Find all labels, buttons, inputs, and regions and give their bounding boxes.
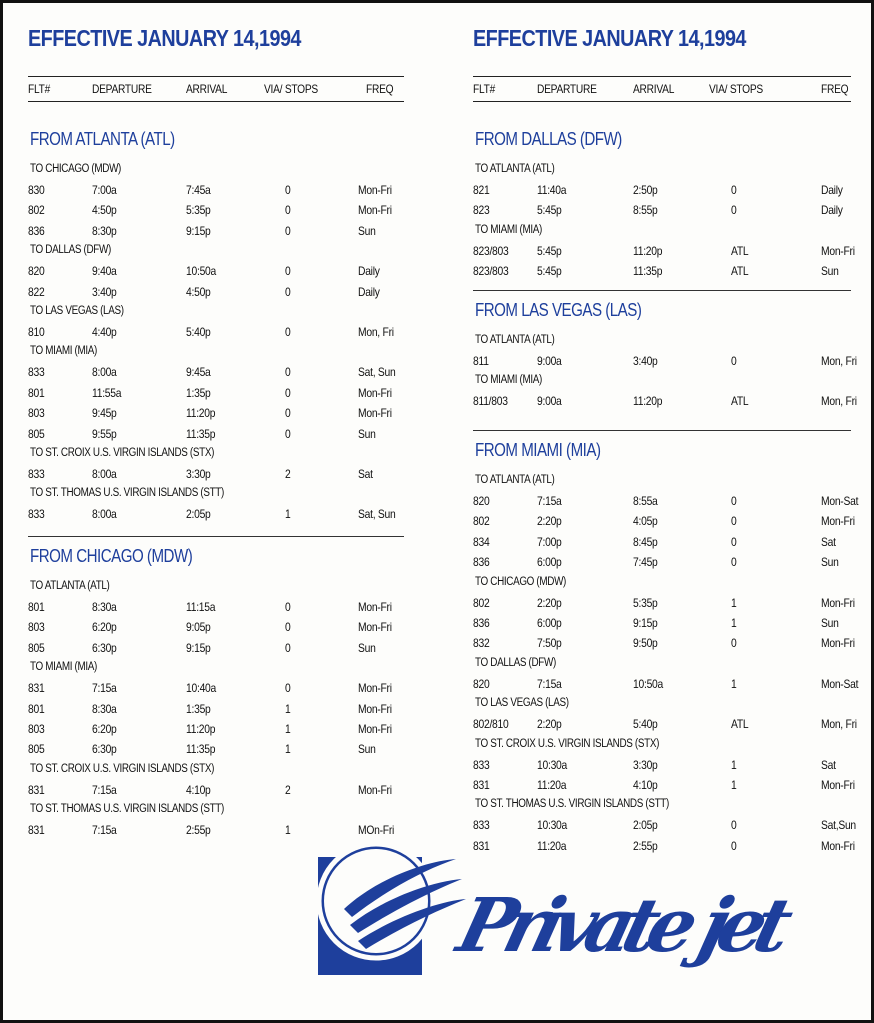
arrival-time: 2:50p — [633, 183, 658, 197]
frequency: Mon-Fri — [821, 778, 855, 792]
flight-number: 823 — [473, 203, 490, 218]
via-stops: 0 — [731, 555, 737, 570]
departure-time: 7:15a — [92, 782, 117, 797]
via-stops: 0 — [731, 818, 737, 833]
via-stops: 0 — [285, 385, 291, 400]
flight-number: 801 — [28, 385, 45, 400]
flight-number: 802/810 — [473, 717, 509, 732]
arrival-time: 9:15p — [186, 223, 211, 238]
flight-number: 801 — [28, 701, 45, 716]
arrival-time: 4:10p — [633, 778, 658, 792]
departure-time: 11:55a — [92, 385, 122, 400]
via-stops: 0 — [285, 640, 291, 655]
flight-row — [28, 406, 404, 422]
via-stops: 0 — [731, 354, 737, 368]
frequency: Mon-Fri — [358, 681, 392, 696]
flight-number: 834 — [473, 534, 490, 549]
frequency: Sun — [358, 223, 376, 238]
destination-heading: TO CHICAGO (MDW) — [30, 163, 122, 175]
flight-number: 821 — [473, 183, 490, 197]
frequency: Sat, Sun — [358, 507, 396, 522]
flight-number: 836 — [473, 555, 490, 570]
via-stops: ATL — [731, 717, 749, 732]
departure-time: 9:00a — [537, 354, 562, 368]
arrival-time: 9:45a — [186, 365, 211, 380]
arrival-time: 11:20p — [633, 394, 663, 409]
frequency: Mon-Fri — [821, 595, 855, 610]
via-stops: 0 — [285, 223, 291, 238]
departure-time: 6:30p — [92, 640, 117, 655]
flight-number: 836 — [28, 223, 45, 238]
origin-heading: FROM LAS VEGAS (LAS) — [475, 300, 642, 320]
flight-number: 823/803 — [473, 264, 509, 279]
frequency: Mon-Fri — [358, 385, 392, 400]
column-header-row — [28, 76, 404, 102]
via-stops: 1 — [731, 616, 737, 630]
arrival-time: 2:05p — [633, 818, 658, 833]
flight-row — [473, 183, 851, 199]
destination-heading: TO ST. THOMAS U.S. VIRGIN ISLANDS (STT) — [30, 487, 224, 500]
departure-header: DEPARTURE — [537, 82, 597, 96]
via-stops: ATL — [731, 394, 749, 409]
via-stops: 0 — [731, 838, 737, 853]
via-stops: 0 — [285, 600, 291, 614]
frequency: Mon, Fri — [821, 394, 857, 409]
departure-time: 7:15a — [537, 676, 562, 691]
arrival-time: 5:35p — [633, 595, 658, 610]
flight-row — [28, 325, 404, 341]
frequency: Sun — [821, 555, 839, 570]
frequency: Mon, Fri — [358, 325, 394, 339]
frequency: MOn-Fri — [358, 823, 395, 838]
departure-time: 6:20p — [92, 620, 117, 635]
frequency: Sun — [821, 616, 839, 630]
flight-row — [28, 224, 404, 240]
frequency: Sun — [358, 742, 376, 757]
destination-heading: TO ATLANTA (ATL) — [475, 474, 555, 486]
flight-row — [473, 535, 851, 551]
arrival-time: 11:20p — [186, 406, 216, 421]
flight-row — [28, 722, 404, 738]
via-stops: 0 — [285, 284, 291, 299]
arrival-time: 10:50a — [633, 676, 664, 691]
destination-heading: TO DALLAS (DFW) — [30, 244, 111, 257]
arrival-time: 11:20p — [633, 243, 663, 258]
section-divider — [473, 430, 851, 431]
via-stops: 0 — [731, 494, 737, 508]
via-stops: 0 — [731, 183, 737, 197]
destination-heading: TO ATLANTA (ATL) — [475, 334, 555, 346]
flight-number: 820 — [473, 494, 490, 508]
flight-number: 831 — [473, 778, 490, 792]
arrival-time: 8:55p — [633, 203, 658, 218]
arrival-time: 2:05p — [186, 507, 211, 522]
flight-row — [28, 264, 404, 280]
frequency: Mon-Fri — [358, 782, 392, 797]
flight-row — [28, 823, 404, 839]
arrival-time: 5:40p — [633, 717, 658, 732]
frequency: Sat — [821, 757, 836, 772]
via-stops: 0 — [731, 203, 737, 218]
departure-time: 9:55p — [92, 426, 117, 441]
arrival-time: 10:40a — [186, 681, 217, 696]
frequency: Mon-Fri — [821, 636, 855, 651]
arrival-header: ARRIVAL — [633, 82, 675, 96]
departure-time: 9:00a — [537, 394, 562, 409]
departure-time: 7:15a — [92, 823, 117, 838]
frequency: Mon-Sat — [821, 676, 859, 691]
via-stops: 2 — [285, 467, 291, 481]
arrival-time: 5:35p — [186, 203, 211, 218]
flight-row — [28, 702, 404, 718]
departure-time: 2:20p — [537, 514, 562, 529]
flight-number: 830 — [28, 183, 45, 197]
flight-row — [28, 365, 404, 381]
flight-number: 803 — [28, 406, 45, 421]
via-stops: 1 — [731, 757, 737, 772]
frequency: Daily — [821, 203, 843, 218]
flight-row — [473, 676, 859, 693]
departure-time: 3:40p — [92, 284, 117, 299]
arrival-time: 8:55a — [633, 494, 658, 508]
departure-time: 7:50p — [537, 636, 562, 651]
via-stops: 0 — [285, 264, 291, 279]
origin-heading: FROM MIAMI (MIA) — [475, 440, 601, 460]
destination-heading: TO DALLAS (DFW) — [475, 656, 556, 669]
via-stops: 0 — [731, 636, 737, 651]
flight-number: 833 — [28, 467, 45, 481]
frequency-header: FREQ — [821, 82, 849, 96]
via-stops: ATL — [731, 264, 749, 279]
departure-time: 4:50p — [92, 203, 117, 218]
via-stops: 0 — [285, 426, 291, 441]
departure-time: 7:15a — [92, 681, 117, 696]
frequency: Mon, Fri — [821, 717, 857, 732]
flight-number-header: FLT# — [473, 82, 496, 96]
via-stops: 1 — [285, 701, 291, 716]
via-stops: 2 — [285, 782, 291, 797]
flight-number: 833 — [473, 757, 490, 772]
flight-number: 836 — [473, 616, 490, 630]
arrival-time: 4:05p — [633, 514, 658, 529]
arrival-header: ARRIVAL — [186, 82, 228, 96]
flight-row — [28, 507, 404, 523]
frequency: Mon-Fri — [358, 722, 392, 736]
arrival-time: 9:15p — [186, 640, 211, 655]
frequency: Mon-Fri — [821, 838, 855, 853]
flight-row — [28, 641, 404, 657]
departure-time: 7:00a — [92, 183, 117, 197]
departure-time: 6:20p — [92, 722, 117, 736]
flight-number: 833 — [473, 818, 490, 833]
frequency: Mon-Sat — [821, 494, 859, 508]
frequency: Mon-Fri — [821, 514, 855, 529]
departure-time: 8:00a — [92, 507, 117, 522]
destination-heading: TO MIAMI (MIA) — [475, 374, 542, 387]
origin-heading: FROM CHICAGO (MDW) — [30, 546, 193, 566]
arrival-time: 3:30p — [633, 757, 658, 772]
frequency: Sat, Sun — [358, 365, 396, 380]
departure-time: 6:30p — [92, 742, 117, 757]
flight-row — [473, 354, 857, 370]
logo-wordmark: Private jet — [449, 881, 802, 969]
departure-time: 8:00a — [92, 365, 117, 380]
departure-time: 4:40p — [92, 325, 117, 339]
arrival-time: 9:50p — [633, 636, 658, 651]
via-stops: 0 — [285, 406, 291, 421]
frequency: Mon-Fri — [358, 620, 392, 635]
via-stops: 1 — [731, 676, 737, 691]
departure-time: 8:30a — [92, 600, 117, 614]
departure-time: 11:20a — [537, 838, 567, 853]
departure-time: 7:15a — [537, 494, 562, 508]
via-stops: 0 — [285, 365, 291, 380]
flight-row — [473, 778, 855, 794]
via-stops: 0 — [285, 183, 291, 197]
arrival-time: 3:40p — [633, 354, 658, 368]
destination-heading: TO ST. CROIX U.S. VIRGIN ISLANDS (STX) — [30, 447, 215, 459]
via-stops: 1 — [285, 823, 291, 838]
flight-number: 802 — [473, 514, 490, 529]
arrival-time: 7:45a — [186, 183, 211, 197]
frequency: Sun — [358, 640, 376, 655]
frequency: Daily — [821, 183, 843, 197]
frequency: Sun — [821, 264, 839, 279]
frequency: Mon-Fri — [358, 183, 392, 197]
frequency: Mon-Fri — [358, 406, 392, 421]
flight-row — [28, 681, 404, 697]
frequency: Mon-Fri — [358, 701, 392, 716]
origin-heading: FROM ATLANTA (ATL) — [30, 129, 175, 149]
private-jet-logo — [316, 839, 836, 999]
via-stops: ATL — [731, 243, 749, 258]
flight-row — [473, 616, 851, 632]
flight-row — [28, 742, 404, 758]
arrival-time: 7:45p — [633, 555, 658, 570]
departure-time: 2:20p — [537, 595, 562, 610]
frequency: Sun — [358, 426, 376, 441]
via-stops: 0 — [285, 203, 291, 218]
flight-number: 833 — [28, 507, 45, 522]
flight-row — [473, 514, 855, 530]
departure-time: 8:30p — [92, 223, 117, 238]
flight-number: 822 — [28, 284, 45, 299]
departure-time: 11:20a — [537, 778, 567, 792]
flight-number: 802 — [28, 203, 45, 218]
via-stops: 1 — [731, 778, 737, 792]
destination-heading: TO ST. THOMAS U.S. VIRGIN ISLANDS (STT) — [30, 803, 224, 816]
effective-date-heading: EFFECTIVE JANUARY 14,1994 — [473, 25, 746, 51]
flight-number: 823/803 — [473, 243, 509, 258]
via-stops-header: VIA/ STOPS — [264, 82, 318, 96]
flight-number: 820 — [473, 676, 490, 691]
flight-row — [28, 467, 404, 483]
flight-row — [473, 717, 857, 733]
departure-time: 9:40a — [92, 264, 117, 279]
flight-row — [473, 555, 851, 571]
arrival-time: 9:05p — [186, 620, 211, 635]
departure-header: DEPARTURE — [92, 82, 152, 96]
frequency: Mon-Fri — [358, 600, 392, 614]
section-divider — [473, 290, 851, 291]
destination-heading: TO MIAMI (MIA) — [30, 661, 97, 674]
frequency: Sat — [358, 467, 373, 481]
origin-heading: FROM DALLAS (DFW) — [475, 129, 622, 149]
flight-number: 831 — [28, 782, 45, 797]
flight-row — [28, 386, 404, 402]
arrival-time: 1:35p — [186, 385, 211, 400]
via-stops: 1 — [731, 595, 737, 610]
flight-number: 802 — [473, 595, 490, 610]
destination-heading: TO ATLANTA (ATL) — [30, 580, 110, 592]
flight-number: 833 — [28, 365, 45, 380]
frequency: Daily — [358, 284, 380, 299]
section-divider — [28, 536, 404, 537]
destination-heading: TO ATLANTA (ATL) — [475, 163, 555, 175]
departure-time: 2:20p — [537, 717, 562, 732]
flight-number: 811 — [473, 354, 489, 368]
destination-heading: TO ST. CROIX U.S. VIRGIN ISLANDS (STX) — [475, 737, 660, 750]
destination-heading: TO LAS VEGAS (LAS) — [475, 697, 569, 710]
frequency: Sat,Sun — [821, 818, 856, 833]
frequency: Mon, Fri — [821, 354, 857, 368]
departure-time: 7:00p — [537, 534, 562, 549]
departure-time: 9:45p — [92, 406, 117, 421]
flight-row — [473, 264, 851, 280]
via-stops: 0 — [285, 325, 291, 339]
departure-time: 10:30a — [537, 818, 568, 833]
flight-number: 803 — [28, 620, 45, 635]
departure-time: 6:00p — [537, 555, 562, 570]
flight-number: 811/803 — [473, 394, 508, 409]
arrival-time: 2:55p — [186, 823, 211, 838]
arrival-time: 4:50p — [186, 284, 211, 299]
flight-row — [473, 243, 855, 260]
flight-number: 805 — [28, 426, 45, 441]
arrival-time: 10:50a — [186, 264, 217, 279]
via-stops: 0 — [285, 681, 291, 696]
arrival-time: 11:35p — [633, 264, 663, 279]
via-stops: 0 — [731, 534, 737, 549]
destination-heading: TO ST. CROIX U.S. VIRGIN ISLANDS (STX) — [30, 762, 215, 775]
via-stops: 1 — [285, 742, 291, 757]
arrival-time: 8:45p — [633, 534, 658, 549]
departure-time: 5:45p — [537, 203, 562, 218]
via-stops: 1 — [285, 507, 291, 522]
arrival-time: 5:40p — [186, 325, 211, 339]
departure-time: 8:00a — [92, 467, 117, 481]
flight-number: 810 — [28, 325, 45, 339]
departure-time: 6:00p — [537, 616, 562, 630]
flight-row — [28, 600, 404, 616]
via-stops: 1 — [285, 722, 291, 736]
departure-time: 11:40a — [537, 183, 567, 197]
flight-row — [28, 183, 404, 199]
frequency: Mon-Fri — [821, 243, 855, 258]
flight-row — [473, 818, 856, 834]
flight-number: 831 — [28, 823, 45, 838]
flight-number-header: FLT# — [28, 82, 51, 96]
destination-heading: TO MIAMI (MIA) — [475, 223, 542, 236]
flight-row — [473, 636, 855, 652]
departure-time: 10:30a — [537, 757, 568, 772]
airline-emblem-icon — [318, 844, 466, 975]
arrival-time: 9:15p — [633, 616, 658, 630]
arrival-time: 11:35p — [186, 426, 216, 441]
destination-heading: TO ST. THOMAS U.S. VIRGIN ISLANDS (STT) — [475, 798, 669, 811]
arrival-time: 11:15a — [186, 600, 216, 614]
arrival-time: 1:35p — [186, 701, 211, 716]
flight-row — [28, 285, 404, 301]
flight-number: 805 — [28, 742, 45, 757]
flight-row — [28, 783, 404, 799]
frequency: Sat — [821, 534, 836, 549]
destination-heading: TO MIAMI (MIA) — [30, 345, 97, 358]
flight-row — [473, 758, 851, 774]
effective-date-heading: EFFECTIVE JANUARY 14,1994 — [28, 25, 301, 51]
departure-time: 5:45p — [537, 264, 562, 279]
destination-heading: TO LAS VEGAS (LAS) — [30, 305, 124, 317]
flight-number: 832 — [473, 636, 490, 651]
flight-row — [473, 394, 857, 410]
arrival-time: 11:35p — [186, 742, 216, 757]
frequency: Mon-Fri — [358, 203, 392, 218]
flight-row — [473, 203, 851, 219]
flight-row — [28, 620, 404, 636]
flight-number: 831 — [473, 838, 490, 853]
via-stops: 0 — [731, 514, 737, 529]
via-stops-header: VIA/ STOPS — [709, 82, 763, 96]
flight-number: 803 — [28, 722, 45, 736]
departure-time: 5:45p — [537, 243, 562, 258]
arrival-time: 3:30p — [186, 467, 211, 481]
frequency: Daily — [358, 264, 380, 279]
destination-heading: TO CHICAGO (MDW) — [475, 575, 567, 588]
departure-time: 8:30a — [92, 701, 117, 716]
frequency-header: FREQ — [366, 82, 394, 96]
column-header-row — [473, 76, 851, 102]
via-stops: 0 — [285, 620, 291, 635]
flight-number: 831 — [28, 681, 45, 696]
flight-row — [28, 203, 404, 219]
flight-row — [473, 595, 855, 612]
flight-number: 801 — [28, 600, 45, 614]
arrival-time: 2:55p — [633, 838, 658, 853]
flight-row — [473, 494, 859, 510]
flight-number: 820 — [28, 264, 45, 279]
arrival-time: 4:10p — [186, 782, 211, 797]
flight-row — [28, 427, 404, 443]
flight-number: 805 — [28, 640, 45, 655]
arrival-time: 11:20p — [186, 722, 216, 736]
